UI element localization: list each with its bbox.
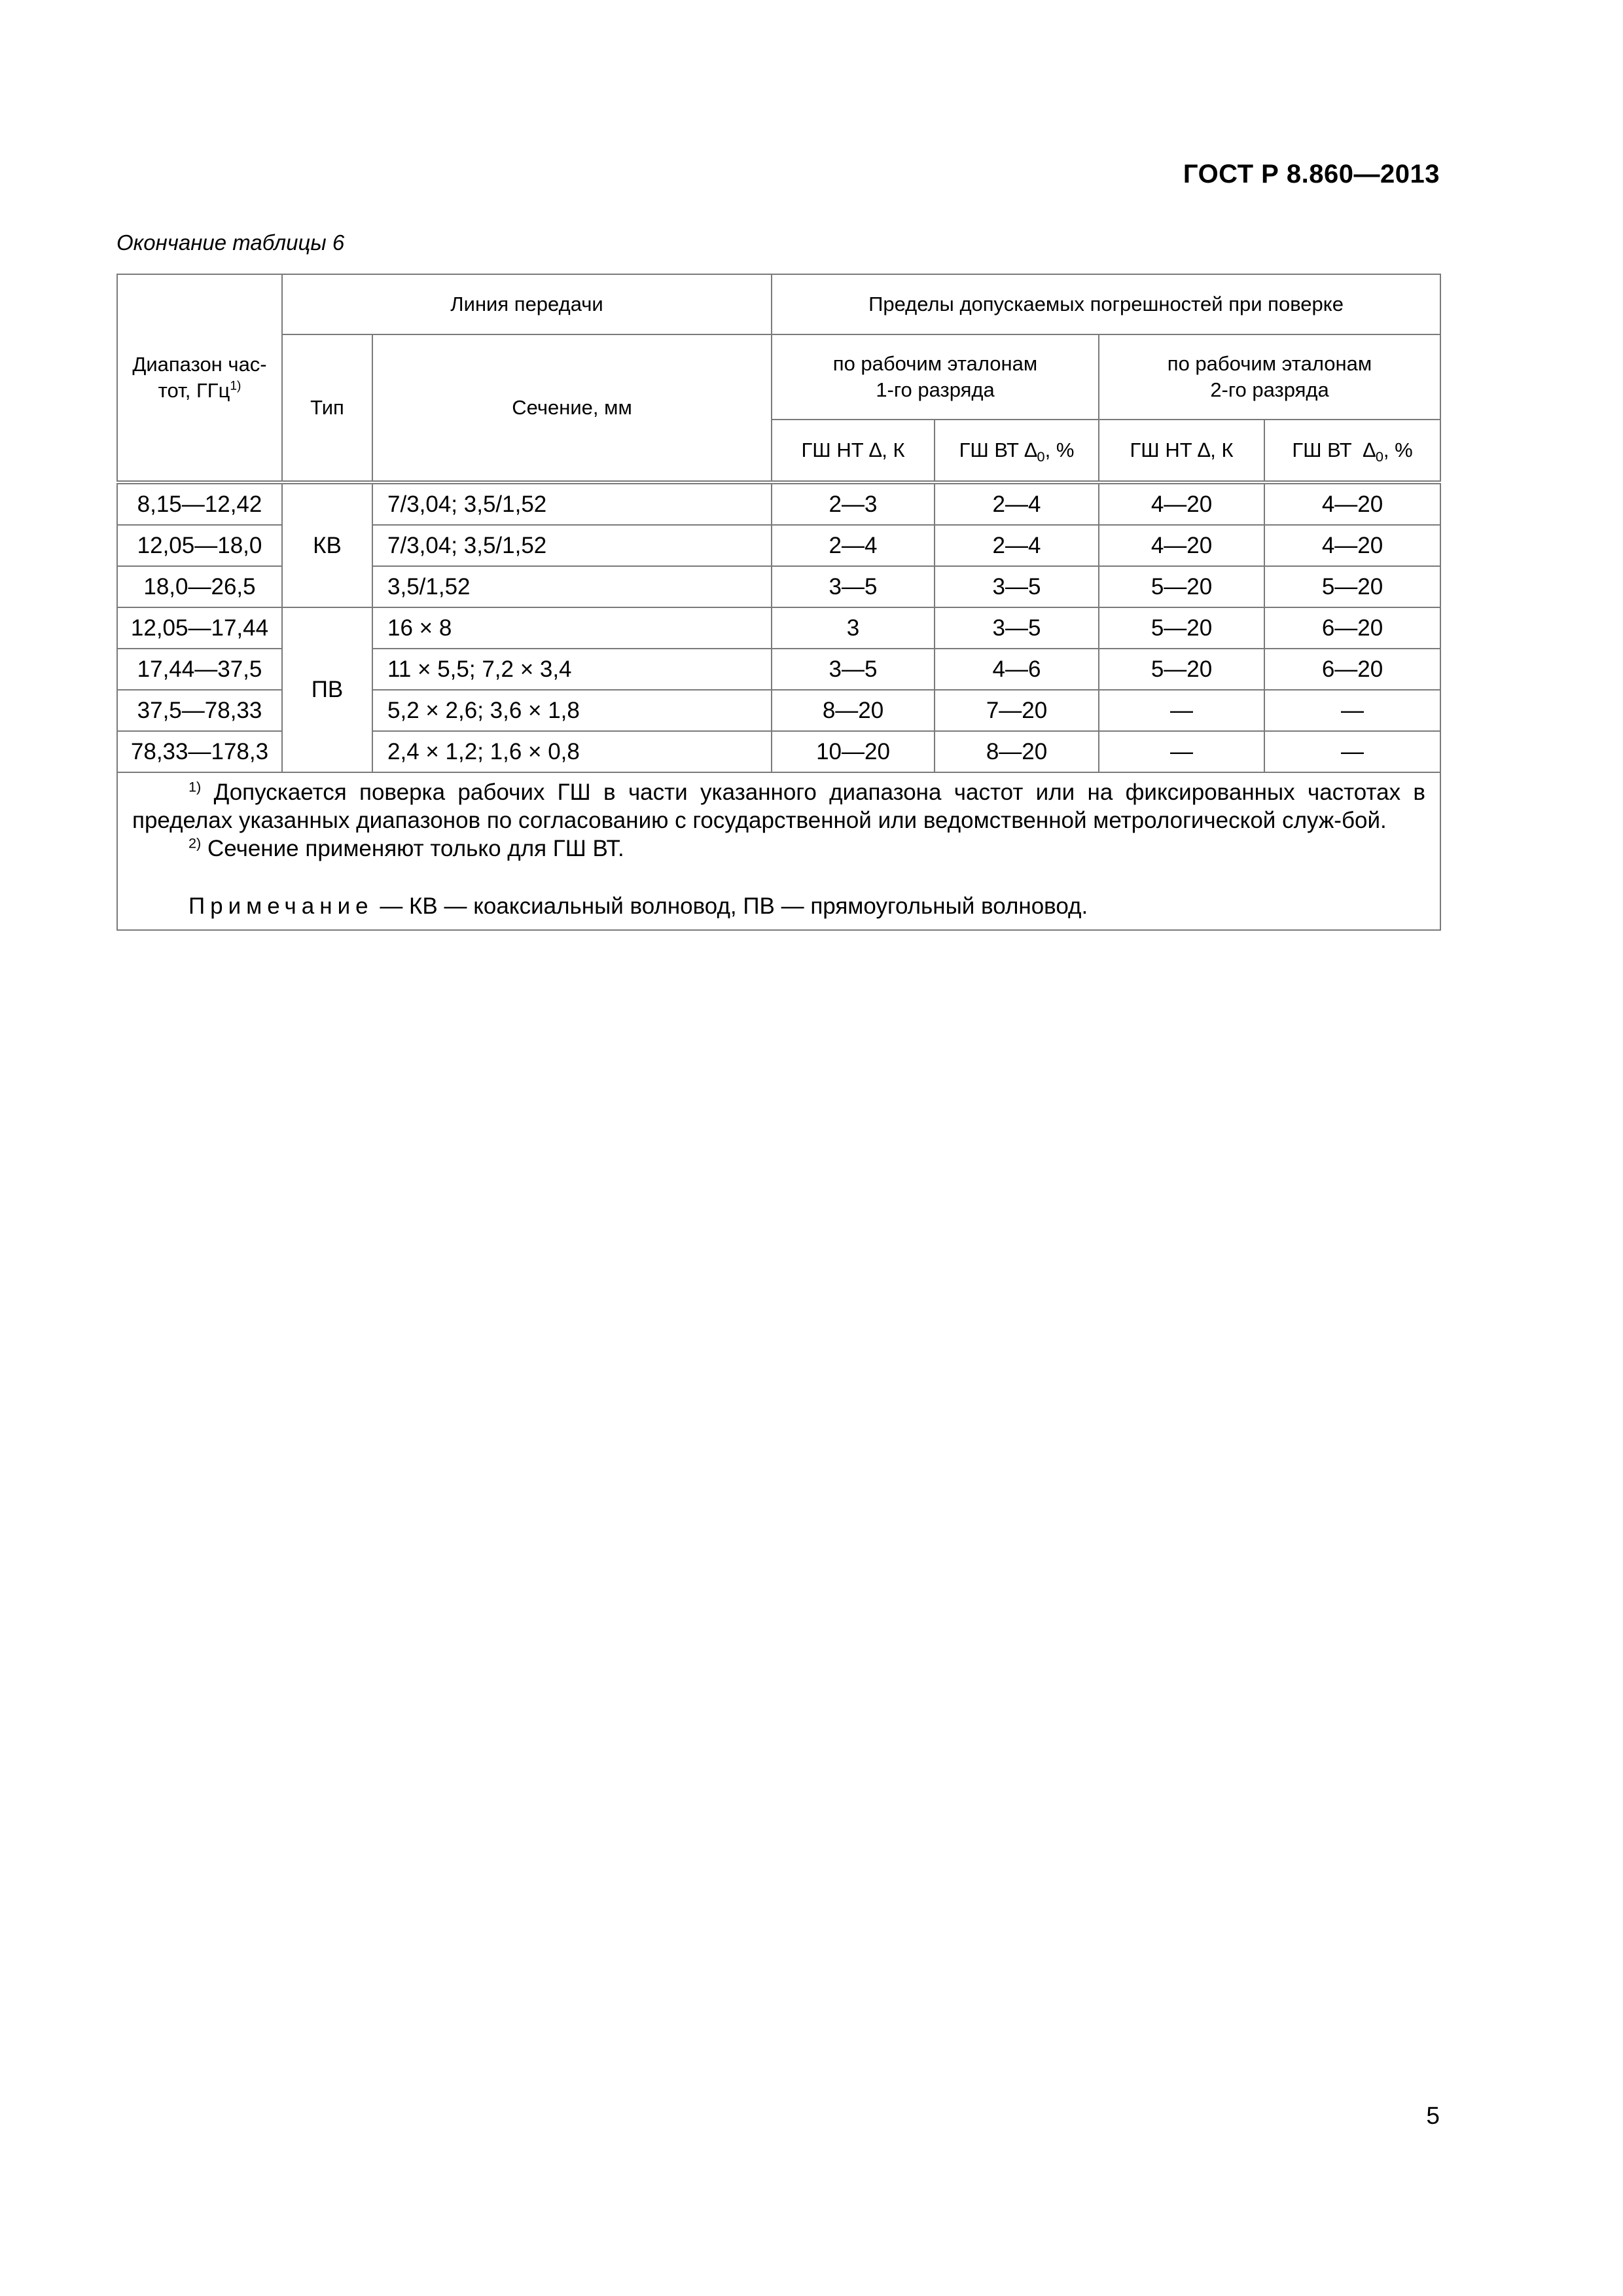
header-frequency-range: [117, 274, 282, 482]
footnote-1-mark: 1): [188, 778, 202, 795]
cell-range: 12,05—18,0: [117, 525, 282, 566]
cell-c2-nt: 4—20: [1099, 482, 1264, 525]
header-c1-vt-subscript: 0: [1037, 448, 1045, 465]
cell-range: 37,5—78,33: [117, 690, 282, 731]
cell-c1-nt: 8—20: [772, 690, 935, 731]
cell-range: 12,05—17,44: [117, 607, 282, 649]
note-text: — КВ — коаксиальный волновод, ПВ — прямоугольный волновод.: [373, 893, 1088, 919]
cell-c2-nt: —: [1099, 731, 1264, 772]
footnote-1-text: Допускается поверка рабочих ГШ в части указанного диапазона частот или на фиксированных частотах в пределах указанных диапазонов по согласованию с государственной или ведомственной метрологической служ-бой.: [132, 780, 1426, 833]
cell-c2-nt: 4—20: [1099, 525, 1264, 566]
cell-c1-vt: 7—20: [935, 690, 1099, 731]
header-c2-vt-subscript: 0: [1375, 448, 1383, 465]
header-c2-vt-label: ГШ ВТ ∆: [1292, 439, 1376, 461]
header-transmission-line: Линия передачи: [282, 274, 772, 334]
cell-c1-vt: 8—20: [935, 731, 1099, 772]
footnote-2-text: Сечение применяют только для ГШ ВТ.: [201, 836, 624, 861]
cell-c1-vt: 4—6: [935, 649, 1099, 690]
cell-c1-vt: 2—4: [935, 482, 1099, 525]
header-section: Сечение, мм: [372, 334, 772, 482]
header-c2-vt: [1264, 420, 1440, 482]
cell-c2-nt: —: [1099, 690, 1264, 731]
header-error-limits: Пределы допускаемых погрешностей при поверке: [772, 274, 1440, 334]
header-category-2: по рабочим эталонам 2-го разряда: [1099, 334, 1440, 420]
note-label: Примечание: [188, 893, 374, 919]
table-row: [117, 607, 1440, 649]
header-c1-nt: ГШ НТ ∆, К: [772, 420, 935, 482]
footnote-2-mark: 2): [188, 834, 202, 852]
cell-range: 8,15—12,42: [117, 482, 282, 525]
cell-c2-vt: —: [1264, 690, 1440, 731]
footnote-2: [132, 834, 1425, 863]
cell-c1-nt: 2—3: [772, 482, 935, 525]
document-code: ГОСТ Р 8.860—2013: [1183, 160, 1440, 188]
header-c1-vt: [935, 420, 1099, 482]
cell-section: 5,2 × 2,6; 3,6 × 1,8: [372, 690, 772, 731]
table-caption: Окончание таблицы 6: [116, 230, 345, 255]
cell-c2-vt: 4—20: [1264, 482, 1440, 525]
cell-c2-vt: 4—20: [1264, 525, 1440, 566]
cell-type: КВ: [282, 482, 372, 607]
cell-c1-vt: 3—5: [935, 566, 1099, 607]
table-notes: [117, 772, 1440, 930]
cell-section: 3,5/1,52: [372, 566, 772, 607]
footnote-1: [132, 778, 1425, 834]
cell-c1-vt: 3—5: [935, 607, 1099, 649]
cell-c2-nt: 5—20: [1099, 607, 1264, 649]
cell-c2-vt: 5—20: [1264, 566, 1440, 607]
cell-section: 16 × 8: [372, 607, 772, 649]
header-type: Тип: [282, 334, 372, 482]
header-category-1: по рабочим эталонам 1-го разряда: [772, 334, 1099, 420]
cell-c2-vt: 6—20: [1264, 649, 1440, 690]
page-number: 5: [1426, 2102, 1440, 2129]
cell-section: 7/3,04; 3,5/1,52: [372, 482, 772, 525]
table-row: [117, 482, 1440, 525]
cell-c1-nt: 3: [772, 607, 935, 649]
header-c1-vt-label: ГШ ВТ ∆: [959, 439, 1037, 461]
cell-range: 17,44—37,5: [117, 649, 282, 690]
cell-section: 11 × 5,5; 7,2 × 3,4: [372, 649, 772, 690]
cell-range: 18,0—26,5: [117, 566, 282, 607]
cell-c1-vt: 2—4: [935, 525, 1099, 566]
cell-c2-nt: 5—20: [1099, 566, 1264, 607]
cell-c1-nt: 10—20: [772, 731, 935, 772]
cell-type: ПВ: [282, 607, 372, 772]
cell-range: 78,33—178,3: [117, 731, 282, 772]
header-frequency-range-text: Диапазон час- тот, ГГц: [132, 353, 267, 402]
cell-c1-nt: 3—5: [772, 649, 935, 690]
cell-section: 2,4 × 1,2; 1,6 × 0,8: [372, 731, 772, 772]
cell-c2-vt: —: [1264, 731, 1440, 772]
tolerance-table: [116, 274, 1441, 931]
cell-c2-vt: 6—20: [1264, 607, 1440, 649]
footnote-ref-1: 1): [230, 379, 241, 393]
cell-c1-nt: 3—5: [772, 566, 935, 607]
cell-c2-nt: 5—20: [1099, 649, 1264, 690]
header-c1-vt-unit: , %: [1044, 439, 1075, 461]
table-notes-row: [117, 772, 1440, 930]
header-c2-vt-unit: , %: [1383, 439, 1413, 461]
header-c2-nt: ГШ НТ ∆, К: [1099, 420, 1264, 482]
table-note: [132, 892, 1425, 920]
cell-c1-nt: 2—4: [772, 525, 935, 566]
cell-section: 7/3,04; 3,5/1,52: [372, 525, 772, 566]
